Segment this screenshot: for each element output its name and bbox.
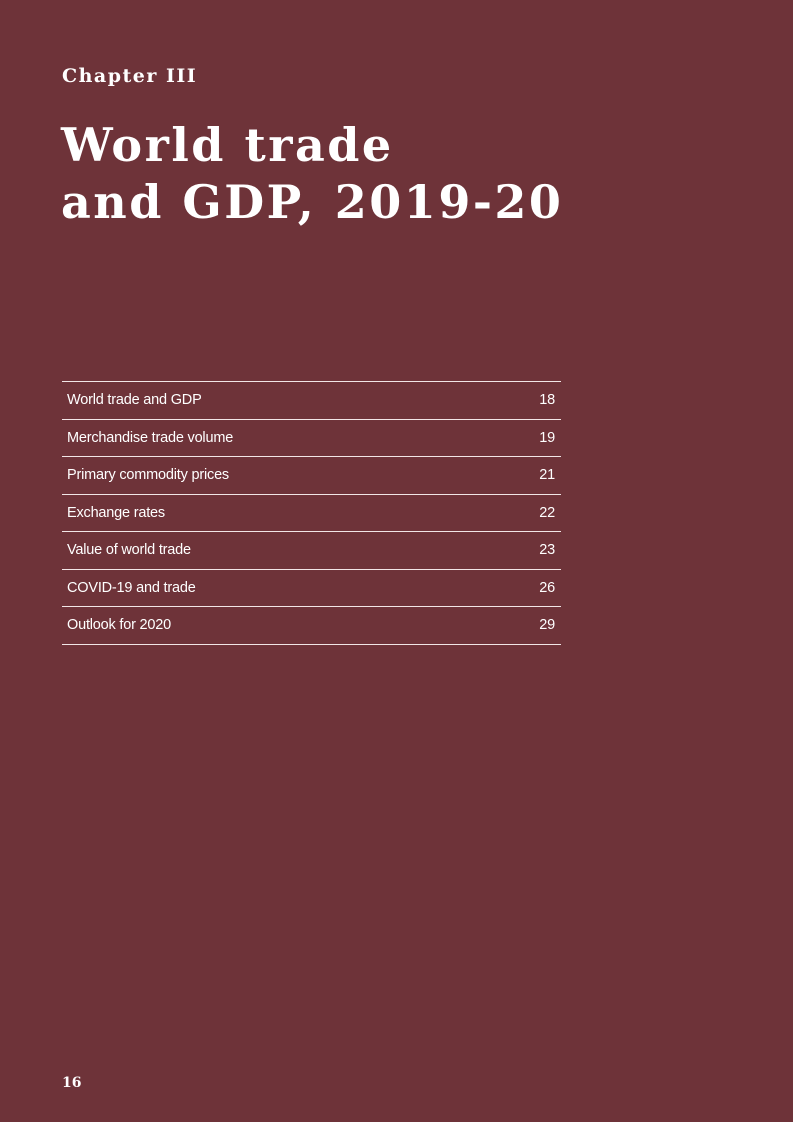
toc-entry-label: Value of world trade <box>67 542 191 559</box>
toc-entry-label: Exchange rates <box>67 504 165 521</box>
toc-entry-page: 23 <box>539 542 555 559</box>
toc-entry-label: Primary commodity prices <box>67 467 229 484</box>
page-number: 16 <box>62 1075 82 1091</box>
toc-entry-page: 22 <box>539 504 555 521</box>
table-of-contents <box>62 381 561 645</box>
toc-entry-value-of-world-trade[interactable] <box>62 532 561 570</box>
toc-entry-label: Outlook for 2020 <box>67 617 172 634</box>
chapter-title <box>61 117 563 231</box>
toc-entry-outlook-for-2020[interactable] <box>62 607 561 645</box>
toc-entry-label: COVID-19 and trade <box>67 579 196 596</box>
chapter-title-line-1: World trade <box>61 118 394 172</box>
toc-entry-covid-19-and-trade[interactable] <box>62 570 561 608</box>
toc-entry-page: 26 <box>539 579 555 596</box>
toc-entry-page: 19 <box>539 429 555 446</box>
toc-entry-exchange-rates[interactable] <box>62 495 561 533</box>
toc-entry-primary-commodity-prices[interactable] <box>62 457 561 495</box>
toc-entry-page: 21 <box>539 467 555 484</box>
chapter-title-line-2: and GDP, 2019-20 <box>61 175 564 229</box>
toc-entry-page: 29 <box>539 617 555 634</box>
toc-entry-world-trade-and-gdp[interactable] <box>62 382 561 420</box>
toc-entry-label: Merchandise trade volume <box>67 429 234 446</box>
chapter-label: Chapter III <box>62 65 198 87</box>
toc-entry-label: World trade and GDP <box>67 392 202 409</box>
toc-entry-page: 18 <box>539 392 555 409</box>
toc-entry-merchandise-trade-volume[interactable] <box>62 420 561 458</box>
